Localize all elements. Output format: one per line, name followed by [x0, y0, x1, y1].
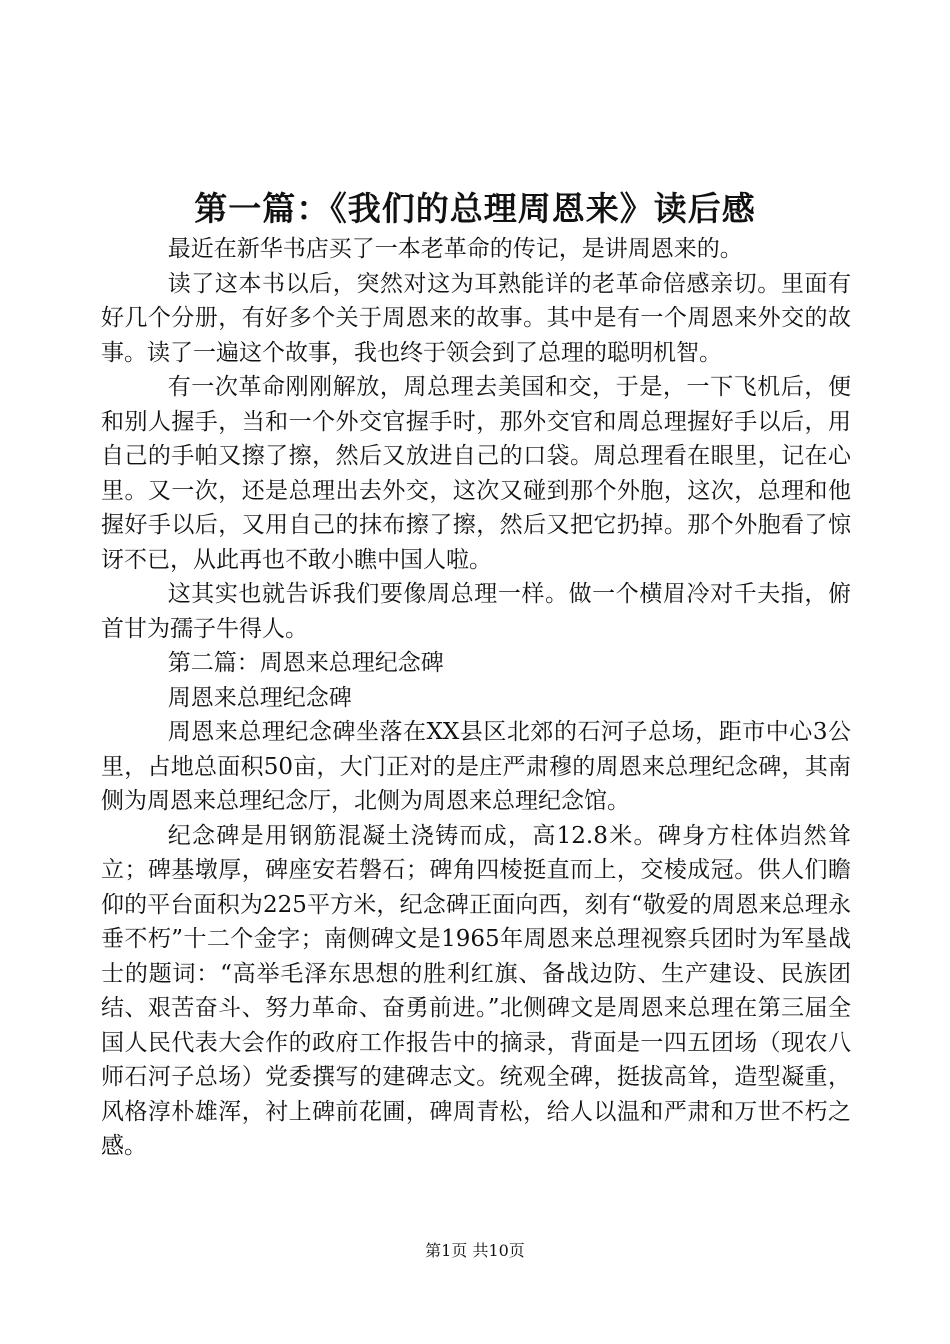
section-subheading: 周恩来总理纪念碑 — [167, 684, 352, 711]
paragraph: 纪念碑是用钢筋混凝土浇铸而成，高12.8米。碑身方柱体岿然耸立；碑基墩厚，碑座安若磐石；碑角四棱挺直而上，交棱成冠。供人们瞻仰的平台面积为225平方米，纪念碑正面向西，刻有“敬爱的周恩来总理永垂不朽”十二个金字；南侧碑文是1965年周恩来总理视察兵团时为军垦战士的题词：“高举毛泽东思想的胜利红旗、备战边防、生产建设、民族团结、艰苦奋斗、努力革命、奋勇前进。”北侧碑文是周恩来总理在第三届全国人民代表大会作的政府工作报告中的摘录，背面是一四五团场（现农八师石河子总场）党委撰写的建碑志文。统观全碑，挺拔高耸，造型凝重，风格淳朴雄浑，衬上碑前花圃，碑周青松，给人以温和严肃和万世不朽之感。 — [101, 822, 851, 1159]
paragraph: 读了这本书以后，突然对这为耳熟能详的老革命倍感亲切。里面有好几个分册，有好多个关于周恩来的故事。其中是有一个周恩来外交的故事。读了一遍这个故事，我也终于领会到了总理的聪明机智。 — [101, 270, 851, 366]
paragraph: 这其实也就告诉我们要像周总理一样。做一个横眉冷对千夫指，俯首甘为孺子牛得人。 — [101, 581, 851, 642]
paragraph: 最近在新华书店买了一本老革命的传记，是讲周恩来的。 — [167, 236, 743, 262]
document-title: 第一篇：《我们的总理周恩来》读后感 — [194, 189, 756, 228]
section-heading: 第二篇：周恩来总理纪念碑 — [167, 650, 444, 676]
paragraph: 有一次革命刚刚解放，周总理去美国和交，于是，一下飞机后，便和别人握手，当和一个外交官握手时，那外交官和周总理握好手以后，用自己的手帕又擦了擦，然后又放进自己的口袋。周总理看在眼里，记在心里。又一次，还是总理出去外交，这次又碰到那个外胞，这次，总理和他握好手以后，又用自己的抹布擦了擦，然后又把它扔掉。那个外胞看了惊讶不已，从此再也不敢小瞧中国人啦。 — [101, 374, 851, 573]
page-number-footer: 第1页 共10页 — [425, 1241, 525, 1260]
paragraph: 周恩来总理纪念碑坐落在XX县区北郊的石河子总场，距市中心3公里，占地总面积50亩，大门正对的是庄严肃穆的周恩来总理纪念碑，其南侧为周恩来总理纪念厅，北侧为周恩来总理纪念馆。 — [101, 719, 851, 814]
document-body — [101, 232, 851, 1164]
